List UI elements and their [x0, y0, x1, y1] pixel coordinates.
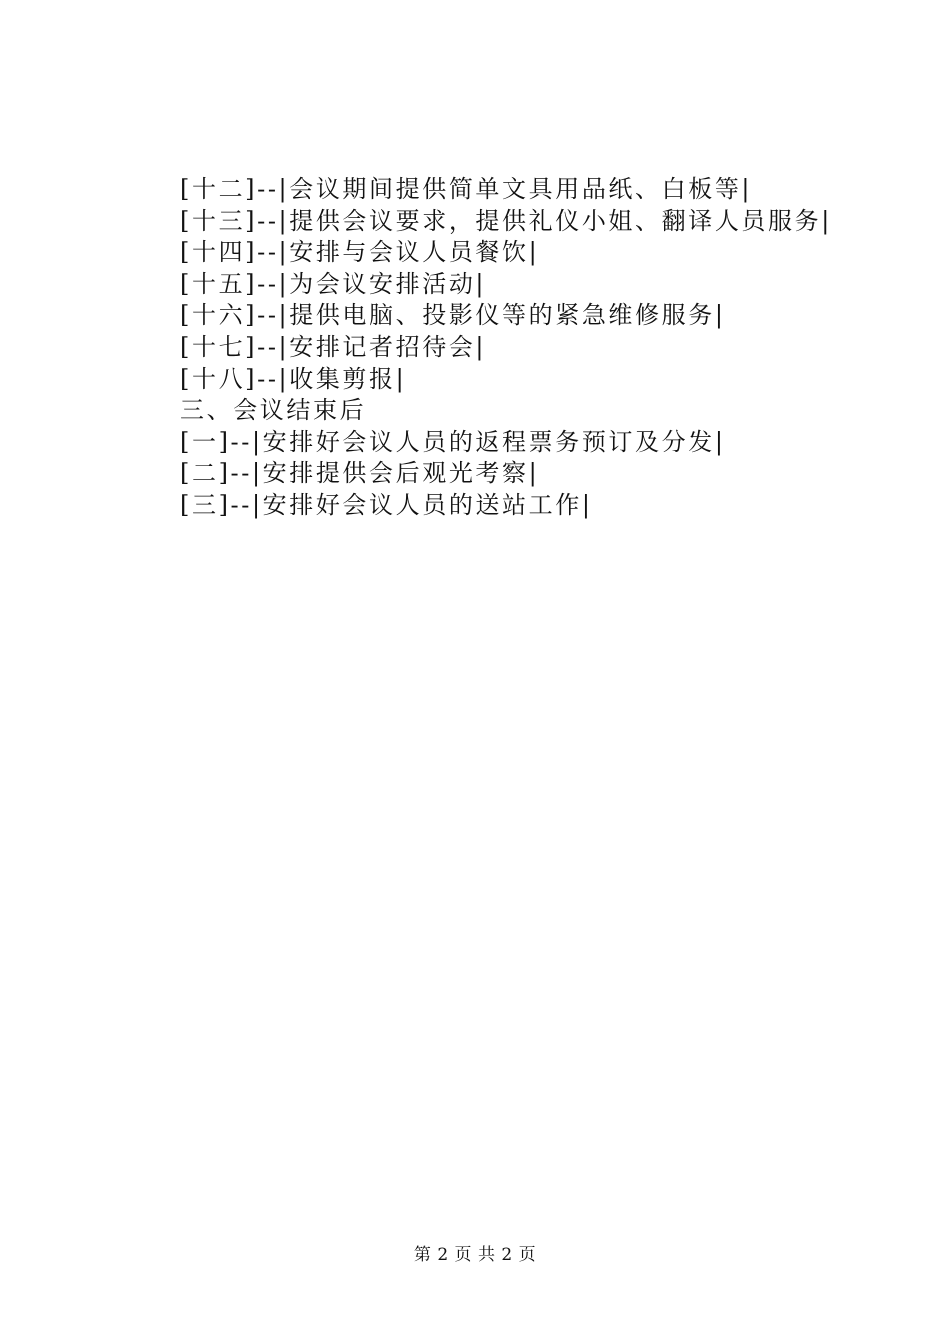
list-item: [十七]--|安排记者招待会| — [180, 332, 487, 361]
section-heading: 三、会议结束后 — [180, 396, 367, 425]
list-item: [一]--|安排好会议人员的返程票务预订及分发| — [180, 427, 726, 456]
document-body — [180, 174, 860, 522]
list-item: [十三]--|提供会议要求，提供礼仪小姐、翻译人员服务| — [180, 206, 832, 235]
list-item: [十八]--|收集剪报| — [180, 364, 407, 393]
list-item: [十四]--|安排与会议人员餐饮| — [180, 238, 540, 267]
list-item: [十六]--|提供电脑、投影仪等的紧急维修服务| — [180, 301, 726, 330]
page-footer: 第 2 页 共 2 页 — [413, 1245, 537, 1265]
list-item: [十二]--|会议期间提供简单文具用品纸、白板等| — [180, 175, 753, 203]
list-item: [十五]--|为会议安排活动| — [180, 269, 487, 298]
list-item: [三]--|安排好会议人员的送站工作| — [180, 490, 593, 519]
list-item: [二]--|安排提供会后观光考察| — [180, 459, 540, 488]
